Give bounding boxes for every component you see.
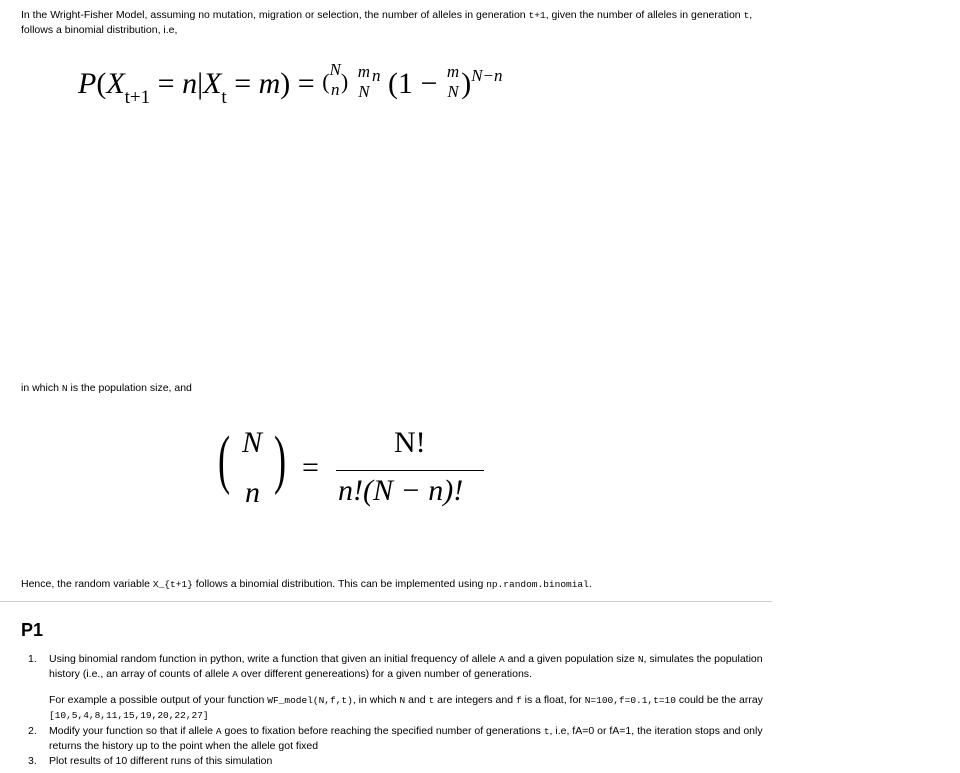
- item1-text1: Using binomial random function in python, write a function that given an initial frequency of allele: [49, 653, 500, 665]
- item2-text2: goes to fixation before reaching the specified number of generations: [221, 725, 544, 737]
- item1-text2: and a given population size: [504, 653, 638, 665]
- formula-binom-small: [330, 60, 341, 100]
- ex-text5: is a float, for: [521, 694, 585, 706]
- code-t-item2: t: [543, 726, 550, 737]
- list-item-1-text: [49, 652, 769, 682]
- code-wf-model: WF_model(N,f,t): [267, 695, 353, 706]
- binom-N: N: [329, 60, 341, 79]
- item1-text4: over different genereations) for a given number of generations.: [237, 668, 532, 680]
- code-N-ex: N: [399, 695, 406, 706]
- formula-equals: =: [157, 66, 175, 100]
- formula-X2: X: [203, 66, 222, 100]
- intro-text: In the Wright-Fisher Model, assuming no mutation, migration or selection, the number of alleles in generation: [21, 9, 529, 21]
- intro-text-mid: , given the number of alleles in generation: [545, 9, 744, 21]
- item1-text3: , simulates the population history (i.e., an array of counts of allele: [49, 653, 763, 680]
- binom-right-paren: ): [274, 423, 287, 496]
- frac1-den: N: [358, 82, 370, 101]
- formula-exp-n: n: [372, 65, 381, 85]
- ex-text1: For example a possible output of your function: [49, 694, 268, 706]
- para2-text1: in which: [21, 382, 62, 394]
- formula-subscript-t: t: [221, 86, 227, 108]
- population-size-paragraph: [21, 381, 192, 396]
- intro-line2: follows a binomial distribution, i.e,: [21, 24, 178, 36]
- formula-X: X: [106, 66, 125, 100]
- binomial-probability-formula: $P(X_{t+1} = n|X_t = m)$ = ( N n ) m N $^n$ (1 − m N )$^{N-n}$: [78, 60, 503, 108]
- frac2-num: m: [446, 62, 460, 81]
- list-item-3-text: Plot results of 10 different runs of this simulation: [49, 755, 273, 767]
- formula-n: n: [182, 66, 198, 100]
- hence-paragraph: [21, 577, 592, 592]
- binom-n: n: [330, 80, 340, 99]
- binom-numerator: N!: [394, 426, 426, 459]
- list-number-1: 1.: [28, 653, 37, 665]
- para3-text1: Hence, the random variable: [21, 578, 153, 590]
- formula-subscript-t1: t+1: [124, 86, 151, 108]
- list-item-1-example: [49, 693, 769, 723]
- para3-text3: .: [588, 578, 592, 590]
- ex-text6: could be the array: [675, 694, 763, 706]
- binom-denominator: n!(N − n)!: [338, 474, 464, 507]
- fraction-line: [336, 470, 484, 471]
- code-np-binomial: np.random.binomial: [486, 579, 589, 590]
- code-t: t: [743, 10, 750, 21]
- frac1-num: m: [357, 62, 370, 81]
- ex-text4: are integers and: [434, 694, 516, 706]
- code-A: A: [499, 654, 505, 665]
- formula-frac2: [445, 62, 461, 102]
- code-N-item1: N: [637, 654, 644, 665]
- frac2-den: N: [447, 82, 459, 101]
- list-item-2-text: [49, 724, 769, 754]
- item2-text3: , i.e, fA=0 or fA=1, the iteration stops and only returns the history up to the point when the allele got fixed: [49, 725, 763, 752]
- item2-text1: Modify your function so that if allele: [49, 725, 216, 737]
- code-t-ex: t: [428, 695, 435, 706]
- formula-m: m: [258, 66, 281, 100]
- binom-top: N: [242, 426, 263, 459]
- formula-bar: |: [197, 66, 204, 100]
- formula-exp-N-n: N−n: [471, 65, 503, 85]
- code-f: f: [515, 695, 522, 706]
- binomial-coefficient-formula: [218, 423, 498, 516]
- code-A2: A: [232, 669, 238, 680]
- code-params: N=100,f=0.1,t=10: [584, 695, 676, 706]
- binom-left-paren: (: [218, 423, 231, 496]
- code-A-item2: A: [215, 726, 222, 737]
- code-example-array: [10,5,4,8,11,15,19,20,22,27]: [49, 710, 209, 721]
- binom-bottom: n: [245, 476, 260, 509]
- intro-paragraph: [21, 8, 761, 38]
- code-N: N: [61, 383, 68, 394]
- formula-frac1: [356, 62, 372, 102]
- formula-one-minus: (1 −: [388, 66, 438, 100]
- code-t-plus-1: t+1: [528, 10, 546, 21]
- ex-text3: and: [405, 694, 429, 706]
- binom-equals: =: [302, 451, 319, 484]
- code-x-t1: X_{t+1}: [152, 579, 193, 590]
- ex-text2: , in which: [352, 694, 400, 706]
- formula-close-paren: ): [280, 66, 291, 100]
- section-divider: [0, 601, 772, 602]
- formula-P: P: [78, 66, 97, 100]
- list-number-3: 3.: [28, 755, 37, 767]
- list-number-2: 2.: [28, 725, 37, 737]
- para3-text2: follows a binomial distribution. This can be implemented using: [192, 578, 487, 590]
- intro-text-after: ,: [749, 9, 753, 21]
- formula-equals3: =: [297, 66, 315, 100]
- section-heading: P1: [21, 620, 44, 640]
- para2-text2: is the population size, and: [67, 382, 192, 394]
- formula-equals2: =: [234, 66, 252, 100]
